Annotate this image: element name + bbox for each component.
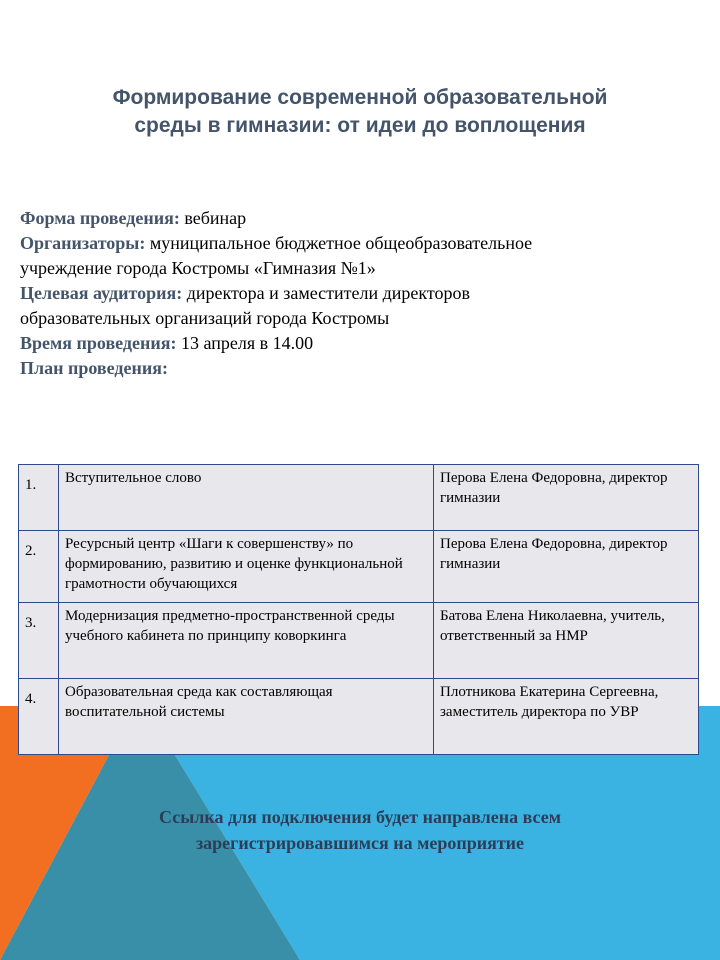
organizers-value-2: учреждение города Костромы «Гимназия №1» <box>20 258 376 278</box>
note-line-2: зарегистрировавшимся на мероприятие <box>195 833 525 853</box>
row-number: 2. <box>19 531 59 603</box>
organizers-line-2 <box>20 256 680 281</box>
time-label: Время проведения: <box>20 333 177 353</box>
row-topic: Образовательная среда как составляющая воспитательной системы <box>59 679 434 755</box>
audience-label: Целевая аудитория: <box>20 283 183 303</box>
row-number: 4. <box>19 679 59 755</box>
event-info <box>20 206 680 381</box>
organizers-line <box>20 231 680 256</box>
plan-label: План проведения: <box>20 358 168 378</box>
audience-line-2 <box>20 306 680 331</box>
audience-value-1: директора и заместители директоров <box>182 283 471 303</box>
audience-value-2: образовательных организаций города Костромы <box>20 308 390 328</box>
row-number: 3. <box>19 603 59 679</box>
plan-line <box>20 356 680 381</box>
page-title <box>40 84 680 140</box>
table-row <box>19 679 699 755</box>
row-person: Плотникова Екатерина Сергеевна, заместитель директора по УВР <box>434 679 699 755</box>
format-value: вебинар <box>179 208 247 228</box>
row-person: Перова Елена Федоровна, директор гимназии <box>434 465 699 531</box>
row-number: 1. <box>19 465 59 531</box>
plan-table <box>18 464 699 755</box>
note-line-1: Ссылка для подключения будет направлена всем <box>159 807 561 827</box>
format-label: Форма проведения: <box>20 208 180 228</box>
connection-note <box>100 804 620 856</box>
row-topic: Вступительное слово <box>59 465 434 531</box>
row-topic: Ресурсный центр «Шаги к совершенству» по формированию, развитию и оценке функциональной грамотности обучающихся <box>59 531 434 603</box>
title-line-2: среды в гимназии: от идеи до воплощения <box>134 114 586 137</box>
row-person: Перова Елена Федоровна, директор гимназии <box>434 531 699 603</box>
organizers-value-1: муниципальное бюджетное общеобразовательное <box>145 233 533 253</box>
table-row <box>19 603 699 679</box>
format-line <box>20 206 680 231</box>
time-value: 13 апреля в 14.00 <box>176 333 314 353</box>
table-row <box>19 465 699 531</box>
row-person: Батова Елена Николаевна, учитель, ответственный за НМР <box>434 603 699 679</box>
table-row <box>19 531 699 603</box>
time-line <box>20 331 680 356</box>
organizers-label: Организаторы: <box>20 233 146 253</box>
row-topic: Модернизация предметно-пространственной среды учебного кабинета по принципу коворкинга <box>59 603 434 679</box>
audience-line <box>20 281 680 306</box>
title-line-1: Формирование современной образовательной <box>112 86 608 109</box>
